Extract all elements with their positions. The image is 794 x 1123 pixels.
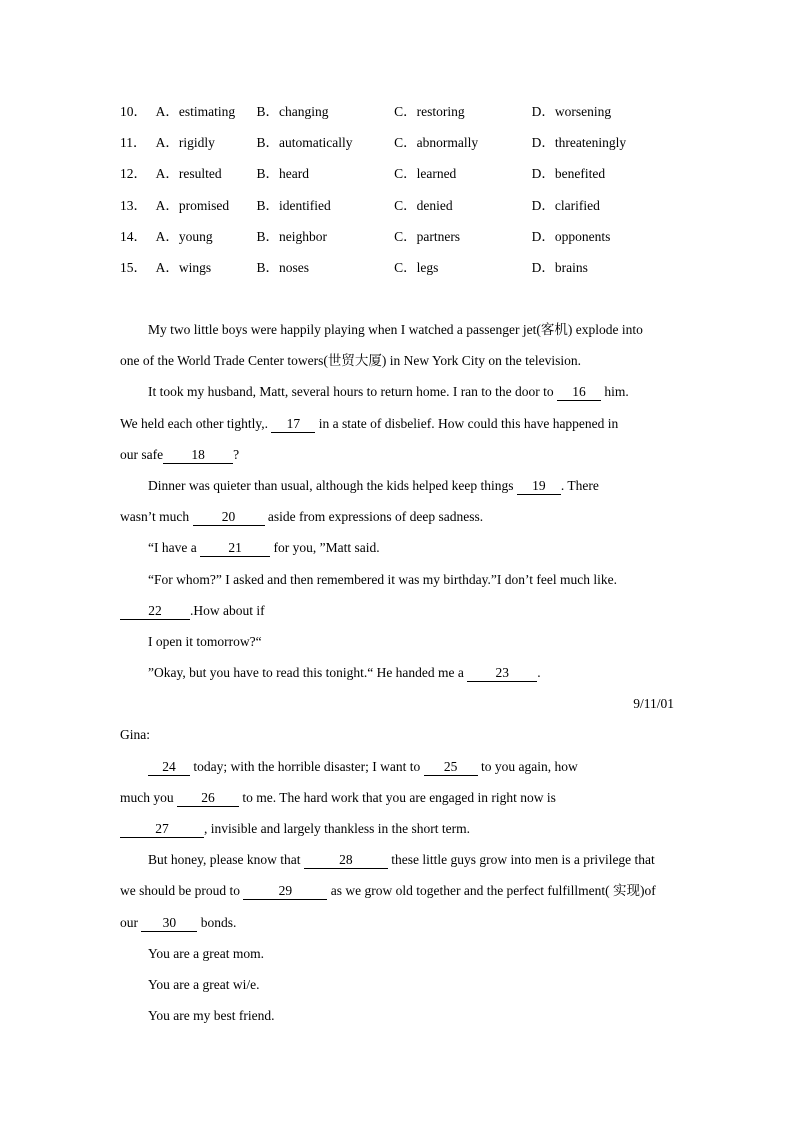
text: . There bbox=[560, 477, 599, 493]
passage-line bbox=[120, 912, 674, 943]
blank-28: 28 bbox=[304, 852, 388, 869]
blank-18: 18 bbox=[163, 447, 233, 464]
text: for you, ”Matt said. bbox=[270, 540, 380, 556]
text: we should be proud to bbox=[120, 883, 244, 899]
blank-21: 21 bbox=[200, 540, 270, 557]
text: “I have a bbox=[148, 540, 201, 556]
text: But honey, please know that bbox=[148, 852, 304, 868]
question-number: 14． bbox=[120, 228, 147, 244]
passage-line bbox=[120, 537, 674, 568]
text: our bbox=[120, 914, 142, 930]
option-c: C．legs bbox=[394, 259, 439, 275]
text: to you again, how bbox=[477, 758, 578, 774]
text: It took my husband, Matt, several hours to return home. I ran to the door to bbox=[148, 384, 558, 400]
answer-options bbox=[120, 101, 680, 288]
blank-19: 19 bbox=[517, 478, 561, 495]
passage-line bbox=[120, 756, 674, 787]
letter-date bbox=[120, 693, 674, 724]
passage-line bbox=[120, 631, 674, 662]
option-d: D．clarified bbox=[531, 197, 600, 213]
option-d: D．worsening bbox=[531, 104, 612, 119]
question-number: 11． bbox=[120, 135, 147, 151]
date-text: 9/11/01 bbox=[633, 696, 674, 712]
blank-16: 16 bbox=[557, 384, 601, 401]
text: to me. The hard work that you are engaged in right now is bbox=[239, 789, 556, 805]
cloze-passage bbox=[120, 319, 674, 1036]
text: I open it tomorrow?“ bbox=[148, 633, 262, 649]
text: our safe bbox=[120, 446, 164, 462]
option-c: C．denied bbox=[394, 197, 453, 213]
text: You are a great mom. bbox=[148, 945, 264, 961]
option-row-11 bbox=[120, 132, 680, 163]
passage-line bbox=[120, 662, 674, 693]
passage-line bbox=[120, 350, 674, 381]
blank-24: 24 bbox=[148, 759, 190, 776]
question-number: 12． bbox=[120, 166, 147, 182]
passage-line bbox=[120, 849, 674, 880]
passage-line bbox=[120, 880, 674, 911]
text: We held each other tightly,. bbox=[120, 415, 272, 431]
option-d: D．benefited bbox=[531, 166, 606, 182]
question-number: 10． bbox=[120, 104, 147, 119]
option-c: C．abnormally bbox=[394, 135, 479, 151]
option-a: A．resulted bbox=[155, 166, 222, 182]
text: . bbox=[537, 665, 541, 681]
text: in a state of disbelief. How could this have happened in bbox=[315, 415, 619, 431]
option-b: B．identified bbox=[256, 197, 331, 213]
passage-line bbox=[120, 943, 674, 974]
option-b: B．automatically bbox=[256, 135, 353, 151]
option-row-13 bbox=[120, 195, 680, 226]
text: Dinner was quieter than usual, although the kids helped keep things bbox=[148, 477, 517, 493]
question-number: 13． bbox=[120, 197, 147, 213]
blank-29: 29 bbox=[243, 883, 327, 900]
blank-27: 27 bbox=[120, 821, 204, 838]
passage-line bbox=[120, 381, 674, 412]
text: aside from expressions of deep sadness. bbox=[264, 509, 484, 525]
blank-20: 20 bbox=[193, 509, 265, 526]
option-c: C．partners bbox=[394, 228, 461, 244]
letter-salutation bbox=[120, 724, 674, 755]
blank-23: 23 bbox=[467, 665, 537, 682]
text: him. bbox=[601, 384, 629, 400]
text: one of the World Trade Center towers(世贸大厦) in New York City on the television. bbox=[120, 353, 581, 369]
option-b: B．noses bbox=[256, 259, 310, 275]
blank-22: 22 bbox=[120, 603, 190, 620]
text: as we grow old together and the perfect fulfillment( 实现)of bbox=[327, 883, 656, 899]
passage-line bbox=[120, 475, 674, 506]
option-b: B．heard bbox=[256, 166, 310, 182]
option-c: C．learned bbox=[394, 166, 457, 182]
text: ”Okay, but you have to read this tonight.“ He handed me a bbox=[148, 665, 468, 681]
text: , invisible and largely thankless in the short term. bbox=[204, 821, 470, 836]
blank-25: 25 bbox=[424, 759, 478, 776]
option-row-15 bbox=[120, 257, 680, 288]
option-row-10 bbox=[120, 101, 680, 132]
passage-line bbox=[120, 1005, 674, 1036]
option-c: C．restoring bbox=[394, 104, 465, 119]
option-a: A．estimating bbox=[155, 104, 236, 119]
text: today; with the horrible disaster; I want to bbox=[190, 758, 424, 774]
text: “For whom?” I asked and then remembered it was my birthday.”I don’t feel much like. bbox=[148, 571, 617, 587]
passage-line bbox=[120, 506, 674, 537]
passage-line bbox=[120, 600, 674, 631]
passage-line bbox=[120, 319, 674, 350]
blank-17: 17 bbox=[271, 416, 315, 433]
blank-26: 26 bbox=[177, 790, 239, 807]
option-d: D．brains bbox=[531, 259, 588, 275]
text: My two little boys were happily playing when I watched a passenger jet(客机) explode into bbox=[148, 322, 643, 337]
text: wasn’t much bbox=[120, 509, 193, 525]
text: ? bbox=[233, 446, 240, 462]
option-a: A．rigidly bbox=[155, 135, 215, 151]
text: these little guys grow into men is a privilege that bbox=[387, 852, 655, 868]
passage-line bbox=[120, 413, 674, 444]
option-a: A．young bbox=[155, 228, 213, 244]
passage-line bbox=[120, 818, 674, 849]
text: bonds. bbox=[197, 914, 237, 930]
question-number: 15． bbox=[120, 259, 147, 275]
option-d: D．opponents bbox=[531, 228, 611, 244]
passage-line bbox=[120, 787, 674, 818]
passage-line bbox=[120, 444, 674, 475]
option-row-14 bbox=[120, 226, 680, 257]
option-b: B．neighbor bbox=[256, 228, 328, 244]
text: much you bbox=[120, 789, 177, 805]
salutation-text: Gina: bbox=[120, 727, 150, 743]
text: You are a great wi/e. bbox=[148, 976, 260, 992]
text: You are my best friend. bbox=[148, 1008, 275, 1024]
option-d: D．threateningly bbox=[531, 135, 627, 151]
blank-30: 30 bbox=[141, 915, 197, 932]
passage-line bbox=[120, 974, 674, 1005]
option-a: A．promised bbox=[155, 197, 230, 213]
passage-line bbox=[120, 569, 674, 600]
option-row-12 bbox=[120, 163, 680, 194]
option-b: B．changing bbox=[256, 104, 329, 119]
text: .How about if bbox=[190, 602, 265, 618]
option-a: A．wings bbox=[155, 259, 212, 275]
